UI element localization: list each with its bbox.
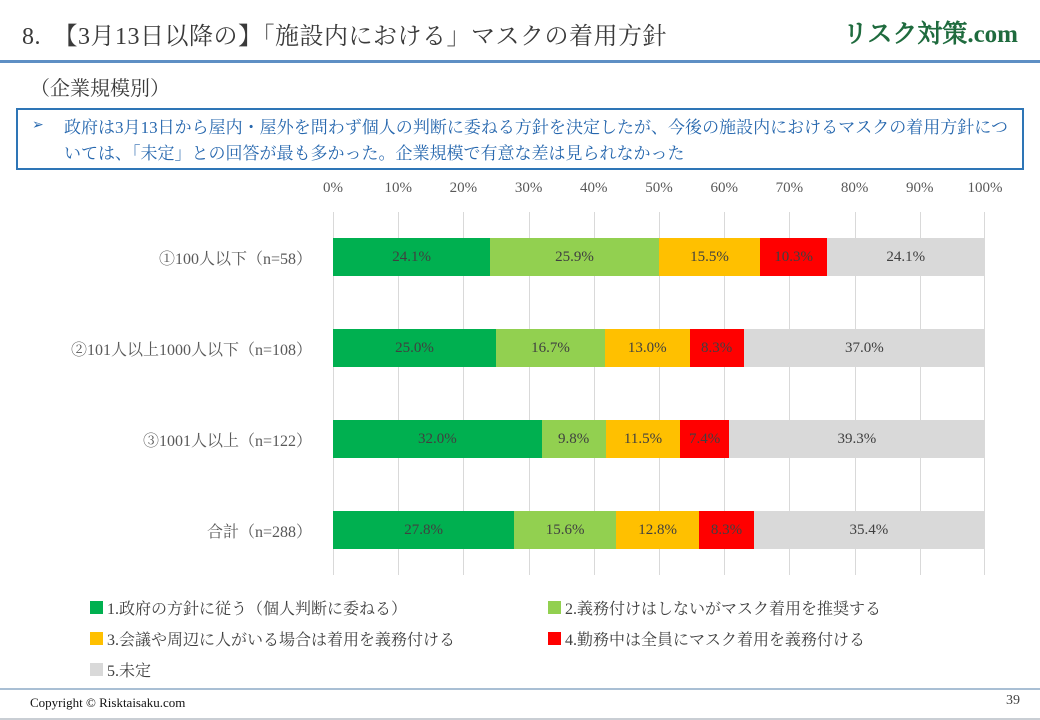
x-axis-tick: 100%	[967, 180, 1003, 196]
legend-swatch-icon	[90, 632, 103, 645]
title-divider	[0, 60, 1040, 63]
legend-item	[90, 658, 151, 681]
bar-segment: 35.4%	[754, 511, 985, 549]
arrow-bullet-icon: ➢	[32, 117, 44, 133]
bar-segment: 9.8%	[542, 420, 606, 458]
page-number: 39	[1006, 693, 1020, 708]
summary-note-text: 政府は3月13日から屋内・屋外を問わず個人の判断に委ねる方針を決定したが、今後の施設内におけるマスクの着用方針については、「未定」との回答が最も多かった。企業規模で有意な差は見られなかった	[64, 118, 1008, 163]
x-axis-tick: 90%	[906, 180, 934, 196]
x-axis-tick: 0%	[323, 180, 343, 196]
bar-segment: 27.8%	[333, 511, 514, 549]
legend-label: 2.義務付けはしないがマスク着用を推奨する	[565, 601, 882, 618]
legend-item	[90, 627, 455, 650]
bar-segment: 25.0%	[333, 329, 496, 367]
legend-label: 5.未定	[107, 663, 152, 680]
stacked-bar	[333, 511, 985, 549]
legend-swatch-icon	[90, 601, 103, 614]
legend-swatch-icon	[548, 601, 561, 614]
legend-item	[548, 596, 881, 619]
legend-item	[548, 627, 865, 650]
bar-segment: 10.3%	[760, 238, 827, 276]
x-axis-tick: 50%	[645, 180, 673, 196]
stacked-bar	[333, 238, 985, 276]
legend-swatch-icon	[548, 632, 561, 645]
legend-swatch-icon	[90, 663, 103, 676]
bar-segment: 15.5%	[659, 238, 760, 276]
bar-segment: 37.0%	[744, 329, 985, 367]
legend-label: 1.政府の方針に従う（個人判断に委ねる）	[107, 601, 408, 618]
page-title: 8. 【3月13日以降の】「施設内における」マスクの着用方針	[22, 24, 667, 50]
bar-segment: 15.6%	[514, 511, 616, 549]
legend-label: 4.勤務中は全員にマスク着用を義務付ける	[565, 632, 866, 649]
brand-logo: リスク対策.com	[842, 21, 1018, 48]
x-axis-tick: 70%	[775, 180, 804, 196]
bar-segment: 25.9%	[490, 238, 659, 276]
bar-segment: 8.3%	[690, 329, 744, 367]
bar-segment: 16.7%	[496, 329, 605, 367]
x-axis-tick: 20%	[449, 180, 478, 196]
bar-segment: 13.0%	[605, 329, 690, 367]
bar-segment: 32.0%	[333, 420, 542, 458]
x-axis-tick: 60%	[710, 180, 738, 196]
bar-segment: 7.4%	[680, 420, 728, 458]
category-label: ③1001人以上（n=122）	[142, 433, 312, 450]
page-subtitle: （企業規模別）	[30, 78, 170, 100]
category-label: 合計（n=288）	[206, 524, 312, 541]
x-axis-tick: 80%	[840, 180, 869, 196]
stacked-bar	[333, 420, 985, 458]
copyright-text: Copyright © Risktaisaku.com	[30, 695, 186, 710]
stacked-bar	[333, 329, 985, 367]
footer-divider	[0, 688, 1040, 690]
bar-segment: 12.8%	[616, 511, 699, 549]
category-label: ②101人以上1000人以下（n=108）	[70, 342, 312, 359]
bar-segment: 24.1%	[333, 238, 490, 276]
x-axis-tick: 40%	[580, 180, 608, 196]
category-label: ①100人以下（n=58）	[158, 251, 312, 268]
bar-segment: 8.3%	[699, 511, 753, 549]
x-axis-tick: 30%	[514, 180, 543, 196]
legend-label: 3.会議や周辺に人がいる場合は着用を義務付ける	[107, 632, 456, 649]
legend-item	[90, 596, 407, 619]
bar-segment: 39.3%	[729, 420, 985, 458]
bar-segment: 24.1%	[827, 238, 984, 276]
summary-note-box	[16, 108, 1024, 170]
bar-segment: 11.5%	[606, 420, 681, 458]
x-axis-tick: 10%	[384, 180, 412, 196]
